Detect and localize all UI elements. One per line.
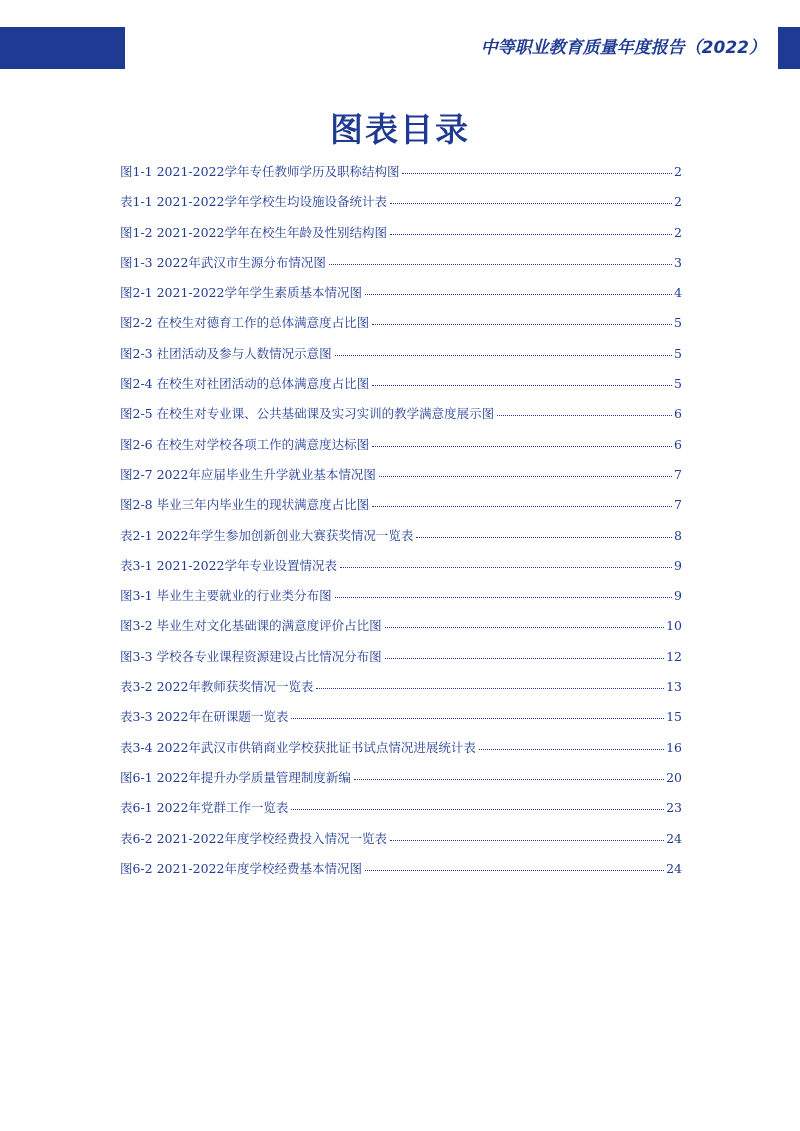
toc-entry[interactable] (120, 798, 682, 828)
toc-dot-leader (291, 717, 664, 719)
toc-entry-page-number: 9 (674, 588, 682, 604)
toc-dot-leader (390, 202, 672, 204)
report-header-title: 中等职业教育质量年度报告（2022） (480, 38, 766, 58)
toc-entry-page-number: 8 (674, 527, 682, 543)
toc-entry-label: 表2-1 2022年学生参加创新创业大赛获奖情况一览表 (120, 527, 414, 543)
toc-entry-label: 图1-1 2021-2022学年专任教师学历及职称结构图 (120, 164, 400, 179)
toc-entry[interactable] (120, 738, 682, 768)
toc-entry-label: 图6-2 2021-2022年度学校经费基本情况图 (120, 860, 362, 876)
toc-entry-label: 图2-4 在校生对社团活动的总体满意度占比图 (120, 376, 370, 392)
toc-entry-page-number: 13 (666, 679, 682, 695)
toc-dot-leader (365, 869, 664, 871)
toc-dot-leader (372, 384, 672, 386)
toc-entry-label: 表3-4 2022年武汉市供销商业学校获批证书试点情况进展统计表 (120, 739, 476, 755)
toc-entry-page-number: 7 (674, 497, 682, 513)
toc-entry[interactable] (120, 465, 682, 495)
toc-dot-leader (340, 566, 672, 568)
toc-entry-page-number: 10 (666, 618, 682, 634)
toc-entry-page-number: 9 (674, 557, 682, 573)
toc-dot-leader (316, 687, 664, 689)
toc-entry-page-number: 6 (674, 406, 682, 422)
toc-dot-leader (390, 839, 664, 841)
toc-entry-label: 图2-3 社团活动及参与人数情况示意图 (120, 345, 332, 361)
page-title: 图表目录 (330, 110, 470, 149)
toc-dot-leader (354, 778, 664, 780)
toc-entry-page-number: 24 (666, 860, 682, 876)
toc-entry[interactable] (120, 526, 682, 556)
toc-entry[interactable] (120, 677, 682, 707)
toc-entry-page-number: 3 (674, 254, 682, 270)
table-of-figures-list (120, 162, 682, 889)
toc-dot-leader (329, 263, 672, 265)
toc-dot-leader (335, 596, 672, 598)
toc-entry[interactable] (120, 404, 682, 434)
toc-entry[interactable] (120, 707, 682, 737)
toc-entry-label: 图1-2 2021-2022学年在校生年龄及性别结构图 (120, 224, 387, 240)
toc-entry-page-number: 24 (666, 830, 682, 846)
toc-dot-leader (479, 748, 664, 750)
toc-entry-page-number: 20 (666, 769, 682, 785)
toc-entry[interactable] (120, 283, 682, 313)
toc-entry-label: 图1-3 2022年武汉市生源分布情况图 (120, 254, 326, 270)
toc-entry-label: 图6-1 2022年提升办学质量管理制度新编 (120, 769, 351, 785)
toc-entry[interactable] (120, 586, 682, 616)
toc-entry-label: 表1-1 2021-2022学年学校生均设施设备统计表 (120, 194, 387, 210)
toc-entry[interactable] (120, 647, 682, 677)
toc-entry[interactable] (120, 162, 682, 192)
toc-entry-page-number: 6 (674, 436, 682, 452)
toc-entry-label: 图3-3 学校各专业课程资源建设占比情况分布图 (120, 648, 382, 664)
toc-dot-leader (402, 172, 672, 174)
toc-entry-label: 图2-7 2022年应届毕业生升学就业基本情况图 (120, 466, 376, 482)
toc-entry-page-number: 2 (674, 224, 682, 240)
toc-dot-leader (390, 233, 672, 235)
toc-entry-label: 表6-2 2021-2022年度学校经费投入情况一览表 (120, 830, 387, 846)
toc-entry-label: 表3-1 2021-2022学年专业设置情况表 (120, 557, 337, 573)
toc-entry-page-number: 23 (666, 800, 682, 816)
toc-dot-leader (416, 536, 672, 538)
toc-entry[interactable] (120, 223, 682, 253)
toc-entry[interactable] (120, 253, 682, 283)
toc-entry-label: 图2-1 2021-2022学年学生素质基本情况图 (120, 285, 362, 301)
toc-dot-leader (372, 323, 672, 325)
toc-entry-label: 图2-8 毕业三年内毕业生的现状满意度占比图 (120, 497, 370, 513)
toc-entry[interactable] (120, 374, 682, 404)
toc-entry-page-number: 5 (674, 345, 682, 361)
toc-entry-page-number: 4 (674, 285, 682, 301)
toc-entry-page-number: 16 (666, 739, 682, 755)
toc-entry-page-number: 7 (674, 466, 682, 482)
toc-entry[interactable] (120, 192, 682, 222)
toc-entry-page-number: 5 (674, 376, 682, 392)
toc-entry-label: 图3-2 毕业生对文化基础课的满意度评价占比图 (120, 618, 382, 634)
toc-entry-page-number: 15 (666, 709, 682, 725)
toc-entry-label: 图3-1 毕业生主要就业的行业类分布图 (120, 588, 332, 604)
toc-dot-leader (335, 354, 672, 356)
toc-entry[interactable] (120, 313, 682, 343)
toc-entry-page-number: 5 (674, 315, 682, 331)
toc-entry[interactable] (120, 344, 682, 374)
toc-entry[interactable] (120, 435, 682, 465)
toc-entry[interactable] (120, 859, 682, 889)
toc-entry[interactable] (120, 556, 682, 586)
toc-entry-page-number: 12 (666, 648, 682, 664)
toc-dot-leader (372, 505, 672, 507)
toc-entry[interactable] (120, 616, 682, 646)
toc-entry[interactable] (120, 768, 682, 798)
toc-entry-page-number: 2 (674, 164, 682, 179)
toc-dot-leader (365, 293, 672, 295)
toc-dot-leader (372, 445, 672, 447)
toc-entry-label: 图2-6 在校生对学校各项工作的满意度达标图 (120, 436, 370, 452)
toc-entry[interactable] (120, 829, 682, 859)
header-accent-bar-left (0, 27, 125, 69)
toc-entry-label: 图2-5 在校生对专业课、公共基础课及实习实训的教学满意度展示图 (120, 406, 495, 422)
toc-dot-leader (385, 657, 664, 659)
toc-entry-page-number: 2 (674, 194, 682, 210)
toc-entry-label: 表3-2 2022年教师获奖情况一览表 (120, 679, 314, 695)
toc-dot-leader (497, 414, 672, 416)
header-accent-bar-right (778, 27, 800, 69)
toc-entry-label: 表6-1 2022年党群工作一览表 (120, 800, 289, 816)
toc-dot-leader (291, 808, 664, 810)
toc-dot-leader (385, 626, 664, 628)
toc-entry-label: 图2-2 在校生对德育工作的总体满意度占比图 (120, 315, 370, 331)
toc-entry[interactable] (120, 495, 682, 525)
toc-dot-leader (379, 475, 672, 477)
toc-entry-label: 表3-3 2022年在研课题一览表 (120, 709, 289, 725)
